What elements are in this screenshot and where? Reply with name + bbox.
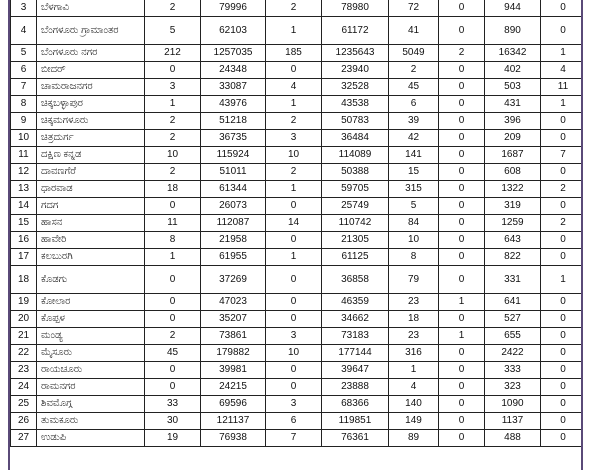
value-cell: 59705	[322, 181, 389, 198]
value-cell: 21958	[201, 232, 266, 249]
value-cell: 0	[266, 362, 322, 379]
value-cell: 1	[439, 328, 485, 345]
value-cell: 0	[439, 181, 485, 198]
table-row	[11, 379, 584, 396]
table-row	[11, 181, 584, 198]
value-cell: 89	[389, 430, 439, 447]
district-name-cell: ಧಾರವಾಡ	[37, 181, 145, 198]
value-cell: 10	[389, 232, 439, 249]
value-cell: 0	[541, 379, 584, 396]
serial-number-cell: 5	[11, 45, 37, 62]
value-cell: 316	[389, 345, 439, 362]
value-cell: 33087	[201, 79, 266, 96]
value-cell: 8	[145, 232, 201, 249]
value-cell: 402	[485, 62, 541, 79]
table-row	[11, 430, 584, 447]
district-name-cell: ಬೆಂಗಳೂರು ಗ್ರಾಮಾಂತರ	[37, 17, 145, 45]
value-cell: 6	[266, 413, 322, 430]
value-cell: 488	[485, 430, 541, 447]
value-cell: 11	[145, 215, 201, 232]
value-cell: 0	[145, 266, 201, 294]
serial-number-cell: 27	[11, 430, 37, 447]
value-cell: 0	[439, 17, 485, 45]
value-cell: 0	[541, 164, 584, 181]
value-cell: 2422	[485, 345, 541, 362]
value-cell: 61125	[322, 249, 389, 266]
value-cell: 33	[145, 396, 201, 413]
value-cell: 641	[485, 294, 541, 311]
value-cell: 61955	[201, 249, 266, 266]
district-name-cell: ಬೀದರ್	[37, 62, 145, 79]
table-row	[11, 328, 584, 345]
value-cell: 0	[439, 413, 485, 430]
value-cell: 2	[266, 0, 322, 17]
value-cell: 62103	[201, 17, 266, 45]
table-row	[11, 130, 584, 147]
table-row	[11, 164, 584, 181]
value-cell: 0	[541, 130, 584, 147]
value-cell: 15	[389, 164, 439, 181]
value-cell: 1	[541, 96, 584, 113]
table-row	[11, 79, 584, 96]
value-cell: 0	[541, 362, 584, 379]
district-name-cell: ಚಾಮರಾಜನಗರ	[37, 79, 145, 96]
value-cell: 1	[541, 45, 584, 62]
district-name-cell: ಬೆಳಗಾವಿ	[37, 0, 145, 17]
value-cell: 36858	[322, 266, 389, 294]
value-cell: 0	[145, 294, 201, 311]
value-cell: 2	[145, 0, 201, 17]
value-cell: 47023	[201, 294, 266, 311]
value-cell: 10	[266, 345, 322, 362]
value-cell: 0	[541, 249, 584, 266]
value-cell: 32528	[322, 79, 389, 96]
value-cell: 212	[145, 45, 201, 62]
value-cell: 51011	[201, 164, 266, 181]
value-cell: 319	[485, 198, 541, 215]
district-name-cell: ಕಲಬುರಗಿ	[37, 249, 145, 266]
value-cell: 0	[541, 294, 584, 311]
value-cell: 0	[541, 232, 584, 249]
value-cell: 0	[541, 17, 584, 45]
value-cell: 2	[145, 113, 201, 130]
value-cell: 5	[389, 198, 439, 215]
value-cell: 2	[145, 130, 201, 147]
value-cell: 4	[389, 379, 439, 396]
value-cell: 331	[485, 266, 541, 294]
value-cell: 10	[266, 147, 322, 164]
district-name-cell: ಉಡುಪಿ	[37, 430, 145, 447]
value-cell: 2	[541, 215, 584, 232]
serial-number-cell: 25	[11, 396, 37, 413]
district-name-cell: ಕೊಡಗು	[37, 266, 145, 294]
value-cell: 2	[145, 328, 201, 345]
value-cell: 944	[485, 0, 541, 17]
value-cell: 30	[145, 413, 201, 430]
value-cell: 43976	[201, 96, 266, 113]
value-cell: 115924	[201, 147, 266, 164]
table-row	[11, 311, 584, 328]
value-cell: 18	[389, 311, 439, 328]
serial-number-cell: 20	[11, 311, 37, 328]
value-cell: 0	[439, 198, 485, 215]
value-cell: 0	[439, 362, 485, 379]
table-row	[11, 266, 584, 294]
value-cell: 34662	[322, 311, 389, 328]
value-cell: 11	[541, 79, 584, 96]
serial-number-cell: 26	[11, 413, 37, 430]
value-cell: 79	[389, 266, 439, 294]
value-cell: 84	[389, 215, 439, 232]
value-cell: 0	[541, 311, 584, 328]
value-cell: 643	[485, 232, 541, 249]
value-cell: 0	[145, 198, 201, 215]
value-cell: 0	[145, 379, 201, 396]
table-row	[11, 396, 584, 413]
value-cell: 24348	[201, 62, 266, 79]
table-body	[11, 0, 584, 447]
district-name-cell: ಹಾಸನ	[37, 215, 145, 232]
value-cell: 45	[389, 79, 439, 96]
value-cell: 0	[439, 130, 485, 147]
value-cell: 0	[541, 396, 584, 413]
serial-number-cell: 13	[11, 181, 37, 198]
value-cell: 2	[439, 45, 485, 62]
value-cell: 1	[145, 249, 201, 266]
value-cell: 36735	[201, 130, 266, 147]
district-name-cell: ಚಿಕ್ಕಬಳ್ಳಾಪುರ	[37, 96, 145, 113]
value-cell: 0	[266, 379, 322, 396]
value-cell: 37269	[201, 266, 266, 294]
value-cell: 0	[439, 113, 485, 130]
table-row	[11, 17, 584, 45]
value-cell: 3	[266, 328, 322, 345]
value-cell: 1687	[485, 147, 541, 164]
value-cell: 8	[389, 249, 439, 266]
table-row	[11, 294, 584, 311]
value-cell: 0	[541, 430, 584, 447]
serial-number-cell: 18	[11, 266, 37, 294]
value-cell: 0	[439, 311, 485, 328]
value-cell: 23	[389, 328, 439, 345]
table-row	[11, 413, 584, 430]
value-cell: 0	[541, 413, 584, 430]
value-cell: 46359	[322, 294, 389, 311]
serial-number-cell: 17	[11, 249, 37, 266]
value-cell: 121137	[201, 413, 266, 430]
value-cell: 1	[145, 96, 201, 113]
value-cell: 114089	[322, 147, 389, 164]
value-cell: 6	[389, 96, 439, 113]
table-row	[11, 62, 584, 79]
value-cell: 14	[266, 215, 322, 232]
value-cell: 36484	[322, 130, 389, 147]
value-cell: 5049	[389, 45, 439, 62]
value-cell: 4	[266, 79, 322, 96]
value-cell: 890	[485, 17, 541, 45]
value-cell: 76361	[322, 430, 389, 447]
value-cell: 24215	[201, 379, 266, 396]
value-cell: 10	[145, 147, 201, 164]
serial-number-cell: 8	[11, 96, 37, 113]
table-row	[11, 45, 584, 62]
value-cell: 78980	[322, 0, 389, 17]
value-cell: 7	[541, 147, 584, 164]
value-cell: 333	[485, 362, 541, 379]
value-cell: 0	[439, 266, 485, 294]
value-cell: 0	[541, 345, 584, 362]
value-cell: 0	[439, 249, 485, 266]
value-cell: 1	[439, 294, 485, 311]
table-row	[11, 362, 584, 379]
value-cell: 0	[266, 232, 322, 249]
serial-number-cell: 14	[11, 198, 37, 215]
value-cell: 2	[266, 113, 322, 130]
value-cell: 0	[541, 113, 584, 130]
value-cell: 112087	[201, 215, 266, 232]
value-cell: 0	[439, 147, 485, 164]
district-name-cell: ದಾವಣಗೆರೆ	[37, 164, 145, 181]
value-cell: 42	[389, 130, 439, 147]
value-cell: 0	[145, 62, 201, 79]
serial-number-cell: 19	[11, 294, 37, 311]
value-cell: 61172	[322, 17, 389, 45]
serial-number-cell: 7	[11, 79, 37, 96]
value-cell: 1235643	[322, 45, 389, 62]
district-name-cell: ಕೊಪ್ಪಳ	[37, 311, 145, 328]
value-cell: 7	[266, 430, 322, 447]
table-row	[11, 345, 584, 362]
value-cell: 0	[439, 379, 485, 396]
value-cell: 0	[266, 311, 322, 328]
value-cell: 39	[389, 113, 439, 130]
value-cell: 0	[266, 62, 322, 79]
serial-number-cell: 9	[11, 113, 37, 130]
value-cell: 39647	[322, 362, 389, 379]
value-cell: 0	[439, 396, 485, 413]
value-cell: 0	[439, 0, 485, 17]
district-name-cell: ತುಮಕೂರು	[37, 413, 145, 430]
value-cell: 431	[485, 96, 541, 113]
value-cell: 4	[541, 62, 584, 79]
value-cell: 1259	[485, 215, 541, 232]
district-name-cell: ಮಂಡ್ಯ	[37, 328, 145, 345]
table-row	[11, 232, 584, 249]
value-cell: 3	[145, 79, 201, 96]
table-row	[11, 198, 584, 215]
value-cell: 51218	[201, 113, 266, 130]
value-cell: 39981	[201, 362, 266, 379]
district-name-cell: ಹಾವೇರಿ	[37, 232, 145, 249]
value-cell: 26073	[201, 198, 266, 215]
value-cell: 5	[145, 17, 201, 45]
value-cell: 0	[439, 62, 485, 79]
value-cell: 0	[145, 311, 201, 328]
value-cell: 0	[439, 79, 485, 96]
value-cell: 0	[541, 198, 584, 215]
value-cell: 141	[389, 147, 439, 164]
value-cell: 0	[439, 96, 485, 113]
value-cell: 1257035	[201, 45, 266, 62]
table-frame	[8, 0, 583, 470]
value-cell: 23940	[322, 62, 389, 79]
value-cell: 177144	[322, 345, 389, 362]
value-cell: 0	[439, 232, 485, 249]
value-cell: 3	[266, 130, 322, 147]
value-cell: 72	[389, 0, 439, 17]
value-cell: 149	[389, 413, 439, 430]
value-cell: 73183	[322, 328, 389, 345]
value-cell: 45	[145, 345, 201, 362]
serial-number-cell: 12	[11, 164, 37, 181]
value-cell: 2	[266, 164, 322, 181]
value-cell: 323	[485, 379, 541, 396]
value-cell: 0	[266, 294, 322, 311]
value-cell: 19	[145, 430, 201, 447]
table-row	[11, 147, 584, 164]
table-row	[11, 113, 584, 130]
value-cell: 2	[389, 62, 439, 79]
serial-number-cell: 22	[11, 345, 37, 362]
district-name-cell: ಚಿಕ್ಕಮಗಳೂರು	[37, 113, 145, 130]
value-cell: 1322	[485, 181, 541, 198]
value-cell: 35207	[201, 311, 266, 328]
value-cell: 0	[145, 362, 201, 379]
value-cell: 23	[389, 294, 439, 311]
value-cell: 41	[389, 17, 439, 45]
value-cell: 0	[439, 430, 485, 447]
serial-number-cell: 16	[11, 232, 37, 249]
value-cell: 315	[389, 181, 439, 198]
value-cell: 0	[439, 215, 485, 232]
district-name-cell: ರಾಮನಗರ	[37, 379, 145, 396]
value-cell: 23888	[322, 379, 389, 396]
serial-number-cell: 11	[11, 147, 37, 164]
value-cell: 110742	[322, 215, 389, 232]
value-cell: 43538	[322, 96, 389, 113]
value-cell: 50783	[322, 113, 389, 130]
value-cell: 0	[541, 0, 584, 17]
district-name-cell: ರಾಯಚೂರು	[37, 362, 145, 379]
value-cell: 1137	[485, 413, 541, 430]
value-cell: 396	[485, 113, 541, 130]
district-name-cell: ಬೆಂಗಳೂರು ನಗರ	[37, 45, 145, 62]
district-name-cell: ಶಿವಮೊಗ್ಗ	[37, 396, 145, 413]
value-cell: 179882	[201, 345, 266, 362]
value-cell: 16342	[485, 45, 541, 62]
value-cell: 608	[485, 164, 541, 181]
value-cell: 0	[439, 164, 485, 181]
table-row	[11, 215, 584, 232]
value-cell: 0	[439, 345, 485, 362]
district-data-table	[10, 0, 583, 447]
value-cell: 2	[145, 164, 201, 181]
value-cell: 140	[389, 396, 439, 413]
value-cell: 209	[485, 130, 541, 147]
value-cell: 73861	[201, 328, 266, 345]
value-cell: 76938	[201, 430, 266, 447]
district-name-cell: ಕೋಲಾರ	[37, 294, 145, 311]
serial-number-cell: 15	[11, 215, 37, 232]
serial-number-cell: 24	[11, 379, 37, 396]
district-name-cell: ಮೈಸೂರು	[37, 345, 145, 362]
value-cell: 61344	[201, 181, 266, 198]
value-cell: 1	[266, 96, 322, 113]
value-cell: 1090	[485, 396, 541, 413]
value-cell: 1	[389, 362, 439, 379]
value-cell: 1	[266, 249, 322, 266]
value-cell: 25749	[322, 198, 389, 215]
value-cell: 1	[266, 181, 322, 198]
value-cell: 0	[541, 328, 584, 345]
serial-number-cell: 3	[11, 0, 37, 17]
serial-number-cell: 10	[11, 130, 37, 147]
table-row	[11, 96, 584, 113]
value-cell: 503	[485, 79, 541, 96]
value-cell: 1	[266, 17, 322, 45]
value-cell: 68366	[322, 396, 389, 413]
value-cell: 2	[541, 181, 584, 198]
value-cell: 3	[266, 396, 322, 413]
value-cell: 50388	[322, 164, 389, 181]
value-cell: 0	[266, 198, 322, 215]
value-cell: 1	[541, 266, 584, 294]
value-cell: 18	[145, 181, 201, 198]
table-row	[11, 0, 584, 17]
serial-number-cell: 4	[11, 17, 37, 45]
value-cell: 119851	[322, 413, 389, 430]
value-cell: 185	[266, 45, 322, 62]
value-cell: 79996	[201, 0, 266, 17]
district-name-cell: ದಕ್ಷಿಣ ಕನ್ನಡ	[37, 147, 145, 164]
value-cell: 655	[485, 328, 541, 345]
district-name-cell: ಗದಗ	[37, 198, 145, 215]
serial-number-cell: 21	[11, 328, 37, 345]
district-name-cell: ಚಿತ್ರದುರ್ಗ	[37, 130, 145, 147]
value-cell: 527	[485, 311, 541, 328]
serial-number-cell: 23	[11, 362, 37, 379]
value-cell: 69596	[201, 396, 266, 413]
value-cell: 21305	[322, 232, 389, 249]
serial-number-cell: 6	[11, 62, 37, 79]
table-row	[11, 249, 584, 266]
value-cell: 0	[266, 266, 322, 294]
value-cell: 822	[485, 249, 541, 266]
